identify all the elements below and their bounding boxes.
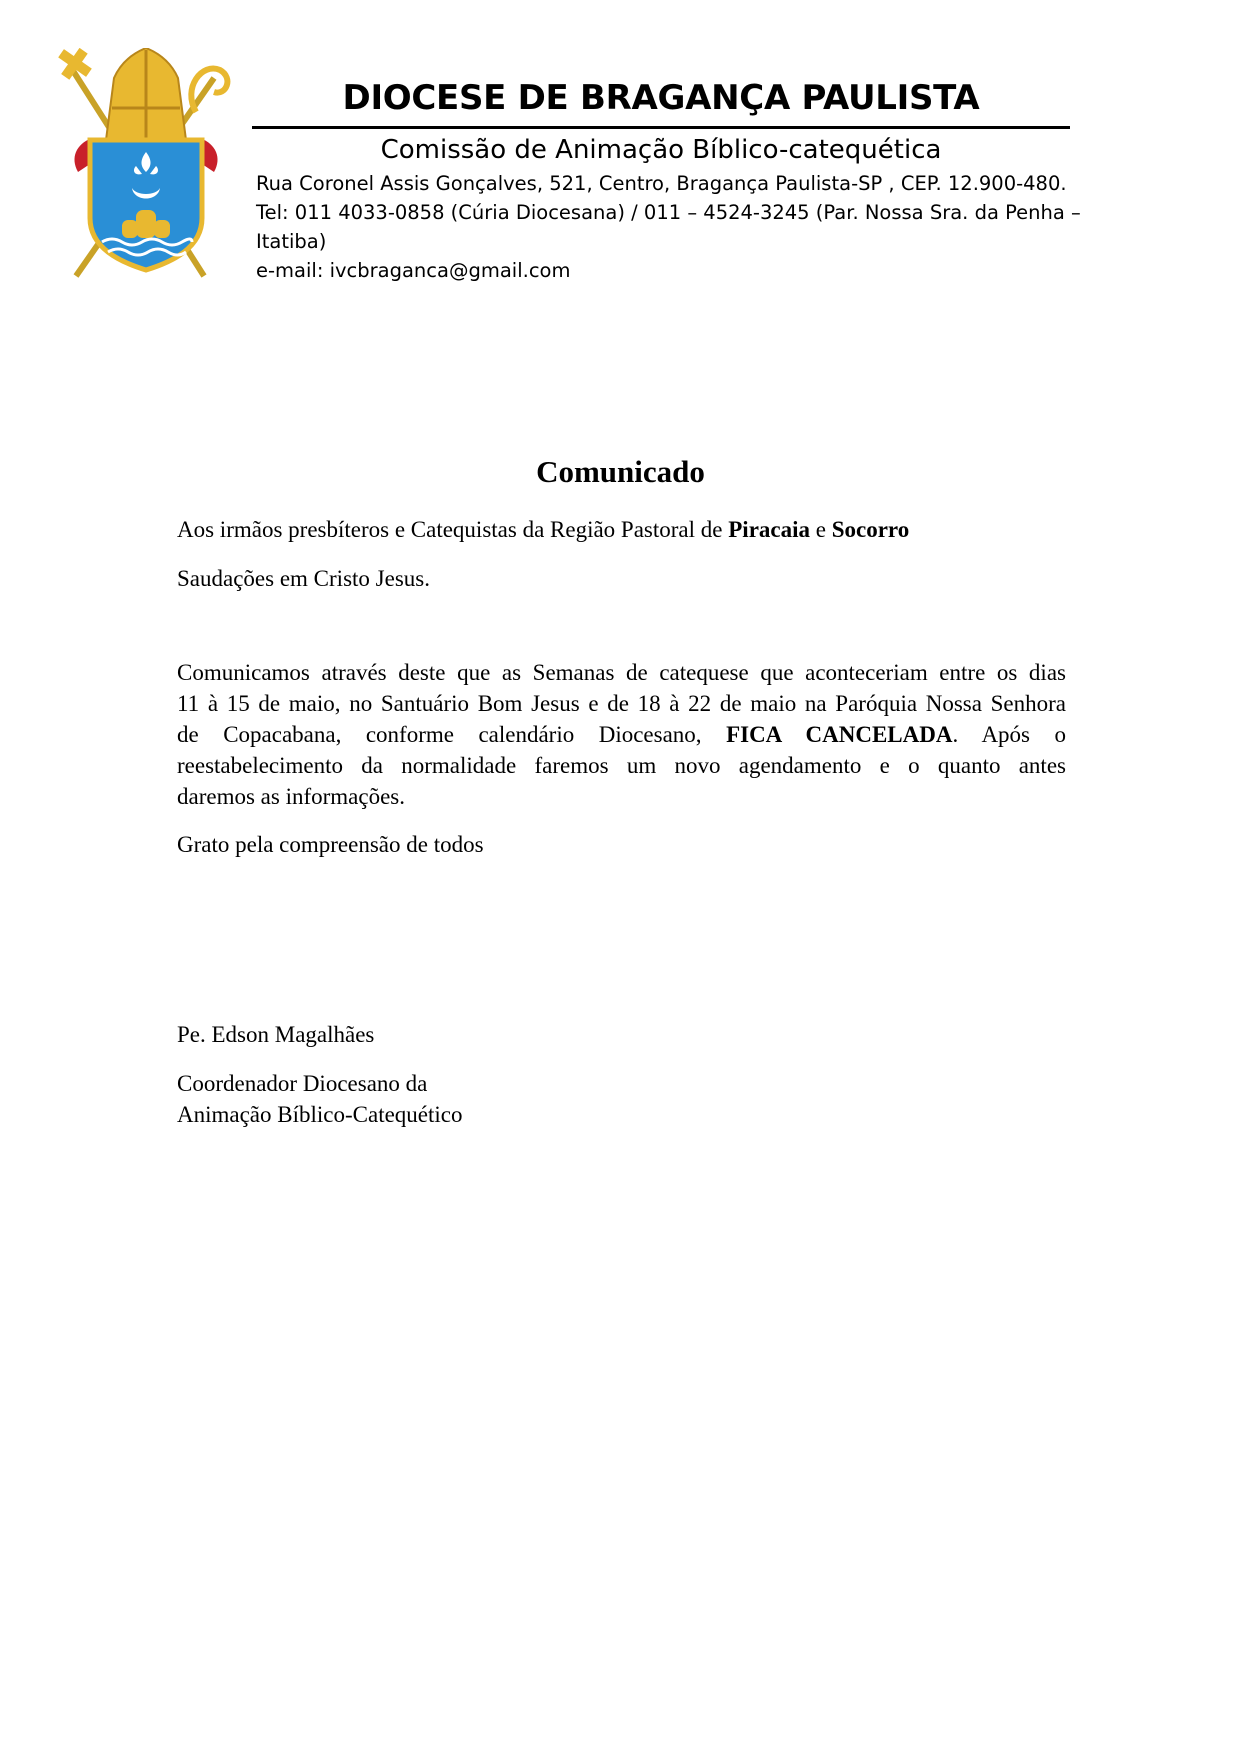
phone-line: Tel: 011 4033-0858 (Cúria Diocesana) / 011 – 4524-3245 (Par. Nossa Sra. da Penha – [256,201,1081,224]
phone-line-continuation: Itatiba) [256,230,327,253]
commission-subtitle: Comissão de Animação Bíblico-catequética [380,135,942,165]
signature-role-line-1: Coordenador Diocesano da [177,1071,428,1096]
email-line: e-mail: ivcbraganca@gmail.com [256,259,571,282]
body-line-3 [177,719,1066,750]
body-line-3-after: . Após o [952,722,1067,747]
mitre-icon [106,48,186,140]
signature-name: Pe. Edson Magalhães [177,1022,375,1047]
address-line: Rua Coronel Assis Gonçalves, 521, Centro, Bragança Paulista-SP , CEP. 12.900-480. [256,172,1067,195]
body-line-1: Comunicamos através deste que as Semanas de catequese que aconteceriam entre os dias [177,660,1066,685]
salutation: Saudações em Cristo Jesus. [177,566,430,591]
document-title: Comunicado [536,454,705,489]
closing-line: Grato pela compreensão de todos [177,832,484,857]
header-divider [252,126,1070,129]
diocese-coat-of-arms-logo [56,48,236,280]
greeting-conjunction: e [810,517,832,542]
body-line-5: daremos as informações. [177,784,406,809]
cancellation-notice: FICA CANCELADA [726,722,953,747]
greeting-line [177,514,1066,545]
shield-icon [90,140,202,270]
region-socorro: Socorro [831,517,910,542]
greeting-prefix: Aos irmãos presbíteros e Catequistas da Região Pastoral de [177,517,729,542]
diocese-title: DIOCESE DE BRAGANÇA PAULISTA [342,78,980,118]
body-line-4: reestabelecimento da normalidade faremos um novo agendamento e o quanto antes [177,753,1066,778]
region-piracaia: Piracaia [728,517,810,542]
signature-role-line-2: Animação Bíblico-Catequético [177,1102,463,1127]
body-line-2: 11 à 15 de maio, no Santuário Bom Jesus e de 18 à 22 de maio na Paróquia Nossa Senhora [177,691,1066,716]
body-line-3-before: de Copacabana, conforme calendário Diocesano, [177,722,727,747]
